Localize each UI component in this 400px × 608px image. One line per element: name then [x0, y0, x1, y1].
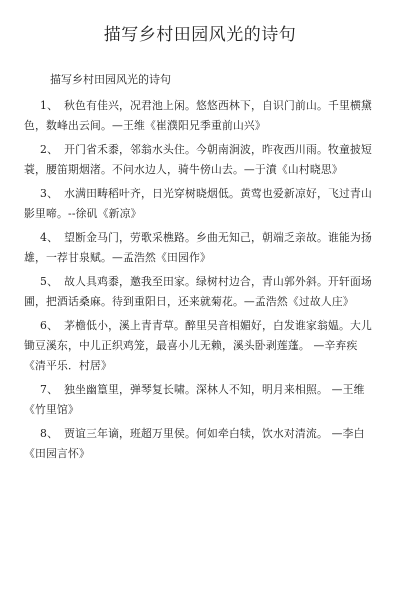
poem-number: 1、	[40, 99, 59, 112]
poem-number: 3、	[40, 187, 59, 200]
poem-item	[24, 228, 376, 268]
poem-number: 8、	[40, 427, 59, 440]
poem-text: 秋色有佳兴，况君池上闲。悠悠西林下，自识门前山。千里横黛色，数峰出云间。—王维《崔濮阳兄季重前山兴》	[24, 99, 372, 132]
document-subtitle: 描写乡村田园风光的诗句	[50, 73, 171, 86]
poem-text: 贾谊三年谪，班超万里侯。何如牵白犊，饮水对清流。 —李白《田园言怀》	[24, 427, 365, 460]
poem-number: 5、	[40, 275, 59, 288]
poem-item	[24, 184, 376, 224]
poem-number: 6、	[40, 319, 59, 332]
poem-number: 7、	[40, 383, 59, 396]
poem-list	[24, 96, 376, 464]
poem-item	[24, 272, 376, 312]
poem-text: 水满田畴稻叶齐，日光穿树晓烟低。黄莺也爱新凉好，飞过青山影里啼。--徐矶《新凉》	[24, 187, 372, 220]
poem-item	[24, 424, 376, 464]
poem-item	[24, 380, 376, 420]
poem-text: 望断金马门，劳歌采樵路。乡曲无知己，朝端乏亲故。谁能为扬雄，一荐甘泉赋。—孟浩然《田园作》	[24, 231, 372, 264]
poem-text: 故人具鸡黍，邀我至田家。绿树村边合，青山郭外斜。开轩面场圃，把酒话桑麻。待到重阳日，还来就菊花。—孟浩然《过故人庄》	[24, 275, 372, 308]
poem-number: 2、	[40, 143, 59, 156]
poem-text: 独坐幽篁里，弹琴复长啸。深林人不知，明月来相照。 —王维《竹里馆》	[24, 383, 365, 416]
poem-item	[24, 96, 376, 136]
document-title: 描写乡村田园风光的诗句	[103, 25, 297, 45]
poem-text: 茅檐低小，溪上青青草。醉里吴音相媚好，白发谁家翁媪。大儿锄豆溪东，中儿正织鸡笼，最喜小儿无赖，溪头卧剥莲蓬。 —辛弃疾《清平乐．村居》	[24, 319, 372, 372]
poem-item	[24, 140, 376, 180]
poem-text: 开门省禾黍，邻翁水头住。今朝南涧波，昨夜西川雨。牧童披短蓑，腰笛期烟渚。不问水边人，骑牛傍山去。—于濆《山村晓思》	[24, 143, 372, 176]
poem-item	[24, 316, 376, 376]
poem-number: 4、	[40, 231, 59, 244]
